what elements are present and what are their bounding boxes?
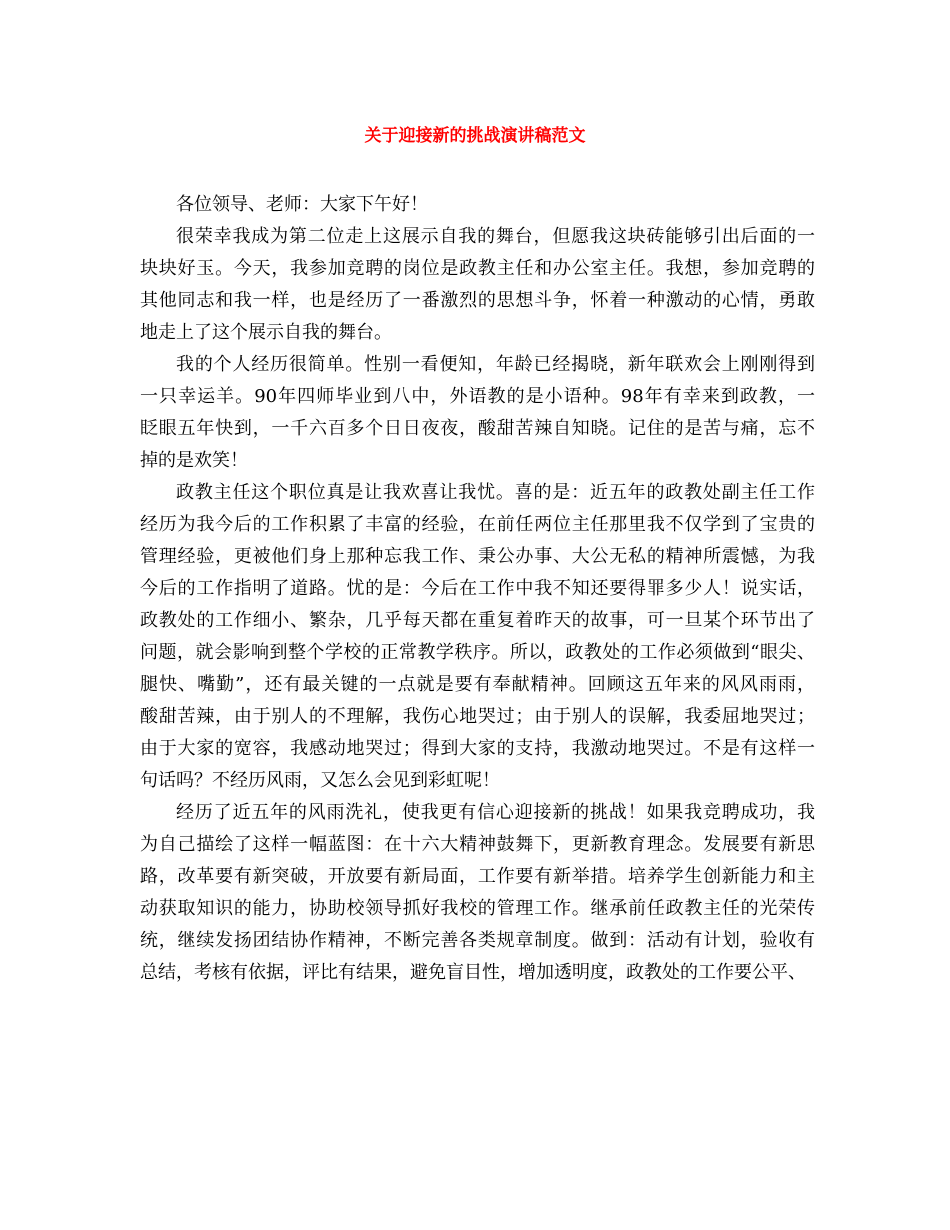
paragraph-line: 经历了近五年的风雨洗礼，使我更有信心迎接新的挑战！如果我竞聘成功，我 — [176, 802, 815, 823]
paragraph-line: 政教处的工作细小、繁杂，几乎每天都在重复着昨天的故事，可一旦某个环节出了 — [140, 610, 815, 631]
paragraph-line: 为自己描绘了这样一幅蓝图：在十六大精神鼓舞下，更新教育理念。发展要有新思 — [140, 834, 815, 855]
paragraph-line: 句话吗？不经历风雨，又怎么会见到彩虹呢！ — [140, 770, 500, 791]
paragraph-line: 很荣幸我成为第二位走上这展示自我的舞台，但愿我这块砖能够引出后面的一 — [176, 226, 815, 247]
paragraph-line: 眨眼五年快到，一千六百多个日日夜夜，酸甜苦辣自知晓。记住的是苦与痛，忘不 — [140, 418, 815, 439]
paragraph-line: 动获取知识的能力，协助校领导抓好我校的管理工作。继承前任政教主任的光荣传 — [140, 898, 815, 919]
paragraph-line: 管理经验，更被他们身上那种忘我工作、秉公办事、大公无私的精神所震憾，为我 — [140, 546, 815, 567]
paragraph — [140, 189, 815, 221]
paragraph-line: 政教主任这个职位真是让我欢喜让我忧。喜的是：近五年的政教处副主任工作 — [176, 482, 815, 503]
paragraph-line: 今后的工作指明了道路。忧的是：今后在工作中我不知还要得罪多少人！说实话， — [140, 578, 815, 599]
paragraph-line: 其他同志和我一样，也是经历了一番激烈的思想斗争，怀着一种激动的心情，勇敢 — [140, 290, 815, 311]
paragraph-line: 块块好玉。今天，我参加竞聘的岗位是政教主任和办公室主任。我想，参加竞聘的 — [140, 258, 815, 279]
paragraph-line: 总结，考核有依据，评比有结果，避免盲目性，增加透明度，政教处的工作要公平、 — [140, 962, 806, 983]
paragraph-line: 腿快、嘴勤”，还有最关键的一点就是要有奉献精神。回顾这五年来的风风雨雨， — [140, 674, 815, 695]
paragraph-line: 各位领导、老师：大家下午好！ — [176, 194, 428, 215]
paragraph — [140, 797, 815, 989]
paragraph-line: 路，改革要有新突破，开放要有新局面，工作要有新举措。培养学生创新能力和主 — [140, 866, 815, 887]
paragraph-line: 问题，就会影响到整个学校的正常教学秩序。所以，政教处的工作必须做到“眼尖、 — [140, 642, 815, 663]
paragraph — [140, 477, 815, 797]
paragraph-line: 酸甜苦辣，由于别人的不理解，我伤心地哭过；由于别人的误解，我委屈地哭过； — [140, 706, 815, 727]
paragraph — [140, 349, 815, 477]
paragraph-line: 经历为我今后的工作积累了丰富的经验，在前任两位主任那里我不仅学到了宝贵的 — [140, 514, 815, 535]
paragraph-line: 由于大家的宽容，我感动地哭过；得到大家的支持，我激动地哭过。不是有这样一 — [140, 738, 815, 759]
paragraph-line: 地走上了这个展示自我的舞台。 — [140, 322, 392, 343]
paragraph-line: 统，继续发扬团结协作精神，不断完善各类规章制度。做到：活动有计划，验收有 — [140, 930, 815, 951]
document-body — [140, 189, 815, 989]
document-title: 关于迎接新的挑战演讲稿范文 — [364, 126, 586, 146]
paragraph-line: 掉的是欢笑！ — [140, 450, 248, 471]
paragraph-line: 一只幸运羊。90年四师毕业到八中，外语教的是小语种。98年有幸来到政教，一 — [140, 386, 815, 407]
paragraph-line: 我的个人经历很简单。性别一看便知，年龄已经揭晓，新年联欢会上刚刚得到 — [176, 354, 815, 375]
paragraph — [140, 221, 815, 349]
